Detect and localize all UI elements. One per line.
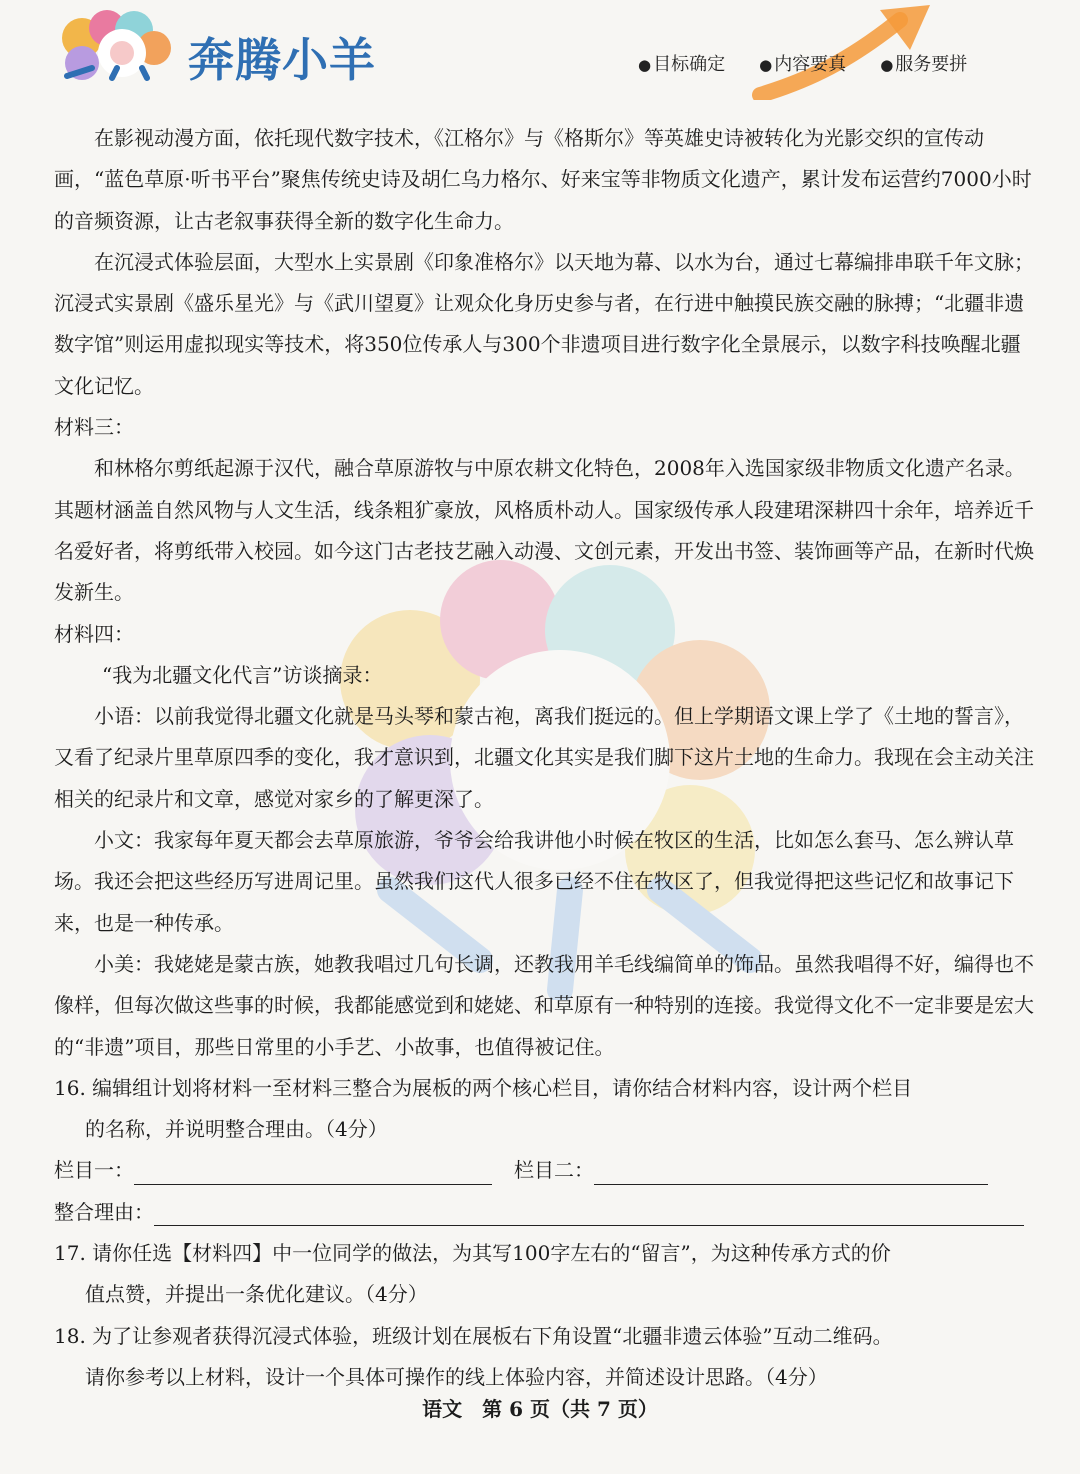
paragraph: 在沉浸式体验层面，大型水上实景剧《印象准格尔》以天地为幕、以水为台，通过七幕编排串联千年文脉；沉浸式实景剧《盛乐星光》与《武川望夏》让观众化身历史参与者，在行进中触摸民族交融的脉搏；“北疆非遗数字馆”则运用虚拟现实等技术，将350位传承人与300个非遗项目进行数字化全景展示，以数字科技唤醒北疆文化记忆。 <box>54 249 1034 398</box>
material-four-heading: 材料四： <box>54 621 134 646</box>
reason-label: 整合理由： <box>54 1199 154 1224</box>
interview-paragraph: 小语：以前我觉得北疆文化就是马头琴和蒙古袍，离我们挺远的。但上学期语文课上学了《土地的誓言》，又看了纪录片里草原四季的变化，我才意识到，北疆文化其实是我们脚下这片土地的生命力。我现在会主动关注相关的纪录片和文章，感觉对家乡的了解更深了。 <box>54 704 1034 811</box>
question-16: 16. 编辑组计划将材料一至材料三整合为展板的两个核心栏目，请你结合材料内容，设计两个栏目 <box>54 1075 913 1100</box>
column-answer-row <box>54 1150 1039 1191</box>
reason-answer-row <box>54 1192 1039 1233</box>
page-footer: 语文 第 6 页（共 7 页） <box>422 1397 658 1421</box>
reason-blank[interactable] <box>154 1199 1024 1226</box>
slogan-tag: ● 目标确定 <box>638 50 725 76</box>
page-content <box>54 118 1039 1398</box>
interview-paragraph: 小美：我姥姥是蒙古族，她教我唱过几句长调，还教我用羊毛线编简单的饰品。虽然我唱得不好，编得也不像样，但每次做这些事的时候，我都能感觉到和姥姥、和草原有一种特别的连接。我觉得文化不一定非要是宏大的“非遗”项目，那些日常里的小手艺、小故事，也值得被记住。 <box>54 951 1034 1059</box>
paragraph: 和林格尔剪纸起源于汉代，融合草原游牧与中原农耕文化特色，2008年入选国家级非物质文化遗产名录。其题材涵盖自然风物与人文生活，线条粗犷豪放，风格质朴动人。国家级传承人段建珺深耕四十余年，培养近千名爱好者，将剪纸带入校园。如今这门古老技艺融入动漫、文创元素，开发出书签、装饰画等产品，在新时代焕发新生。 <box>54 456 1034 605</box>
column-one-blank[interactable] <box>134 1158 492 1185</box>
page-header <box>0 0 1080 110</box>
slogan-tags <box>638 50 1001 76</box>
paragraph: 在影视动漫方面，依托现代数字技术，《江格尔》与《格斯尔》等英雄史诗被转化为光影交织的宣传动画，“蓝色草原·听书平台”聚焦传统史诗及胡仁乌力格尔、好来宝等非物质文化遗产，累计发布运营约7000小时的音频资源，让古老叙事获得全新的数字化生命力。 <box>54 126 1032 233</box>
question-18-cont: 请你参考以上材料，设计一个具体可操作的线上体验内容，并简述设计思路。（4分） <box>85 1364 828 1389</box>
interview-paragraph: 小文：我家每年夏天都会去草原旅游，爷爷会给我讲他小时候在牧区的生活，比如怎么套马、怎么辨认草场。我还会把这些经历写进周记里。虽然我们这代人很多已经不住在牧区了，但我觉得把这些记忆和故事记下来，也是一种传承。 <box>54 828 1014 935</box>
material-three-heading: 材料三： <box>54 415 134 440</box>
column-one-label: 栏目一： <box>54 1158 134 1183</box>
question-17-cont: 值点赞，并提出一条优化建议。（4分） <box>85 1282 428 1307</box>
question-18: 18. 为了让参观者获得沉浸式体验，班级计划在展板右下角设置“北疆非遗云体验”互动二维码。 <box>54 1323 893 1348</box>
question-16-cont: 的名称，并说明整合理由。（4分） <box>85 1117 388 1142</box>
column-two-label: 栏目二： <box>514 1158 594 1183</box>
question-17: 17. 请你任选【材料四】中一位同学的做法，为其写100字左右的“留言”，为这种传承方式的价 <box>54 1241 891 1266</box>
slogan-tag: ● 服务要拼 <box>880 50 967 76</box>
brand-name: 奔腾小羊 <box>188 33 376 87</box>
logo-icon <box>52 8 182 83</box>
interview-intro: “我为北疆文化代言”访谈摘录： <box>102 662 383 687</box>
column-two-blank[interactable] <box>594 1158 988 1185</box>
slogan-tag: ● 内容要真 <box>759 50 846 76</box>
